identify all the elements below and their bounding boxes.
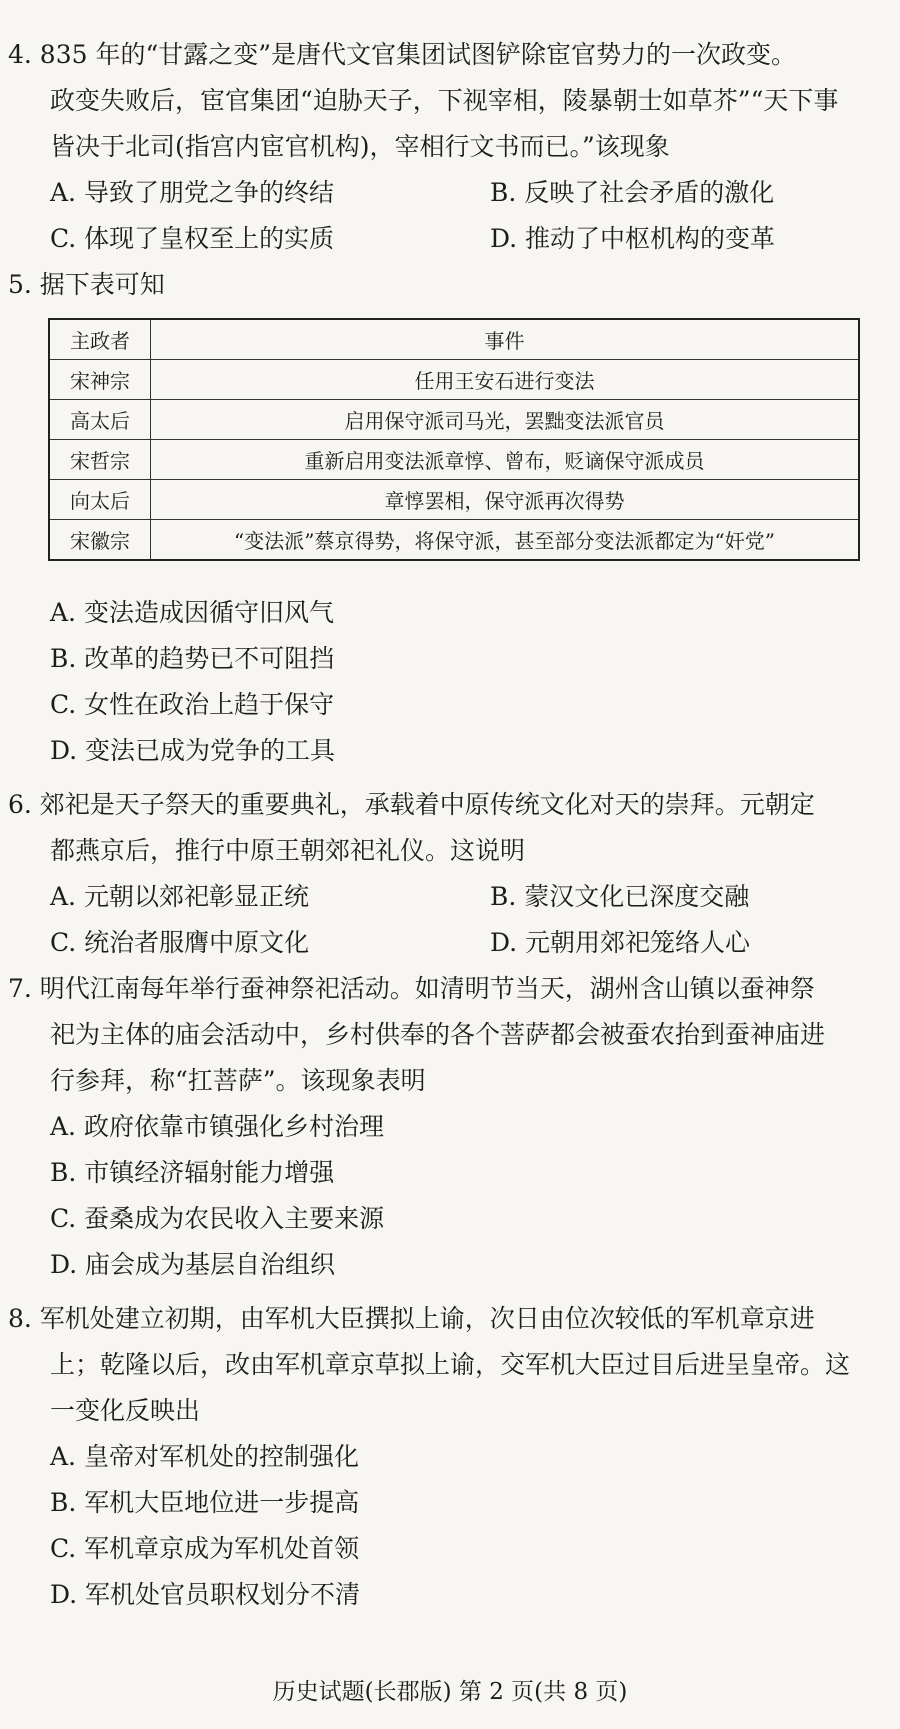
question-5-option-a: A. 变法造成因循守旧风气 xyxy=(50,598,334,627)
question-7-stem-line-1: 7. 明代江南每年举行蚕神祭祀活动。如清明节当天，湖州含山镇以蚕神祭 xyxy=(8,974,815,1003)
table-cell-ruler: 宋神宗 xyxy=(49,360,151,400)
question-6-options-row-1 xyxy=(8,874,888,920)
page-footer: 历史试题(长郡版) 第 2 页(共 8 页) xyxy=(272,1679,628,1705)
question-5-option-b: B. 改革的趋势已不可阻挡 xyxy=(50,644,335,673)
table-row xyxy=(49,480,859,520)
question-5-stem: 5. 据下表可知 xyxy=(8,270,165,299)
question-8-option-c: C. 军机章京成为军机处首领 xyxy=(50,1534,360,1563)
question-7-option-b: B. 市镇经济辐射能力增强 xyxy=(50,1158,335,1187)
question-8-stem-line-1: 8. 军机处建立初期，由军机大臣撰拟上谕，次日由位次较低的军机章京进 xyxy=(8,1304,815,1333)
table-cell-event: 任用王安石进行变法 xyxy=(151,360,860,400)
question-6 xyxy=(8,782,888,966)
question-5-option-d: D. 变法已成为党争的工具 xyxy=(50,736,336,765)
question-6-stem-line-1: 6. 郊祀是天子祭天的重要典礼，承载着中原传统文化对天的崇拜。元朝定 xyxy=(8,790,815,819)
question-6-stem-line-2: 都燕京后，推行中原王朝郊祀礼仪。这说明 xyxy=(50,836,526,865)
question-6-option-d: D. 元朝用郊祀笼络人心 xyxy=(490,928,751,957)
question-4-stem-line-2: 政变失败后，宦官集团“迫胁天子，下视宰相，陵暴朝士如草芥”“天下事 xyxy=(50,86,839,115)
question-5-option-c: C. 女性在政治上趋于保守 xyxy=(50,690,335,719)
question-8 xyxy=(8,1296,888,1618)
table-cell-event: “变法派”蔡京得势，将保守派，甚至部分变法派都定为“奸党” xyxy=(151,520,860,561)
table-cell-event: 启用保守派司马光，罢黜变法派官员 xyxy=(151,400,860,440)
question-4-stem-line-1: 4. 835 年的“甘露之变”是唐代文官集团试图铲除宦官势力的一次政变。 xyxy=(8,40,797,69)
table-cell-ruler: 向太后 xyxy=(49,480,151,520)
question-8-option-a: A. 皇帝对军机处的控制强化 xyxy=(50,1442,359,1471)
question-6-option-b: B. 蒙汉文化已深度交融 xyxy=(490,882,750,911)
table-cell-ruler: 高太后 xyxy=(49,400,151,440)
question-4-option-a: A. 导致了朋党之争的终结 xyxy=(50,178,334,207)
question-6-option-a: A. 元朝以郊祀彰显正统 xyxy=(50,882,309,911)
question-5-options xyxy=(8,590,888,774)
table-row xyxy=(49,520,859,561)
table-row xyxy=(49,400,859,440)
table-header-event: 事件 xyxy=(151,319,860,360)
question-7-stem-line-2: 祀为主体的庙会活动中，乡村供奉的各个菩萨都会被蚕农抬到蚕神庙进 xyxy=(50,1020,826,1049)
question-4 xyxy=(8,32,888,262)
question-4-option-d: D. 推动了中枢机构的变革 xyxy=(490,224,776,253)
table-row xyxy=(49,440,859,480)
reform-events-table xyxy=(48,318,860,561)
table-cell-ruler: 宋徽宗 xyxy=(49,520,151,561)
question-8-stem-line-3: 一变化反映出 xyxy=(50,1396,201,1425)
question-4-stem-line-3: 皆决于北司(指宫内宦官机构)，宰相行文书而已。”该现象 xyxy=(50,132,670,161)
question-5 xyxy=(8,262,888,308)
question-4-option-b: B. 反映了社会矛盾的激化 xyxy=(490,178,775,207)
table-header-row xyxy=(49,319,859,360)
question-8-option-d: D. 军机处官员职权划分不清 xyxy=(50,1580,361,1609)
question-7-option-d: D. 庙会成为基层自治组织 xyxy=(50,1250,336,1279)
question-7-stem-line-3: 行参拜，称“扛菩萨”。该现象表明 xyxy=(50,1066,426,1095)
question-6-options-row-2 xyxy=(8,920,888,966)
table-cell-event: 章惇罢相，保守派再次得势 xyxy=(151,480,860,520)
table-row xyxy=(49,360,859,400)
question-7-option-c: C. 蚕桑成为农民收入主要来源 xyxy=(50,1204,385,1233)
question-4-options-row-2 xyxy=(8,216,888,262)
question-7-option-a: A. 政府依靠市镇强化乡村治理 xyxy=(50,1112,384,1141)
question-4-option-c: C. 体现了皇权至上的实质 xyxy=(50,224,335,253)
question-7 xyxy=(8,966,888,1288)
table-cell-ruler: 宋哲宗 xyxy=(49,440,151,480)
question-6-option-c: C. 统治者服膺中原文化 xyxy=(50,928,310,957)
question-8-stem-line-2: 上；乾隆以后，改由军机章京草拟上谕，交军机大臣过目后进呈皇帝。这 xyxy=(50,1350,851,1379)
question-4-options-row-1 xyxy=(8,170,888,216)
question-8-option-b: B. 军机大臣地位进一步提高 xyxy=(50,1488,360,1517)
table-header-ruler: 主政者 xyxy=(49,319,151,360)
table-cell-event: 重新启用变法派章惇、曾布，贬谪保守派成员 xyxy=(151,440,860,480)
